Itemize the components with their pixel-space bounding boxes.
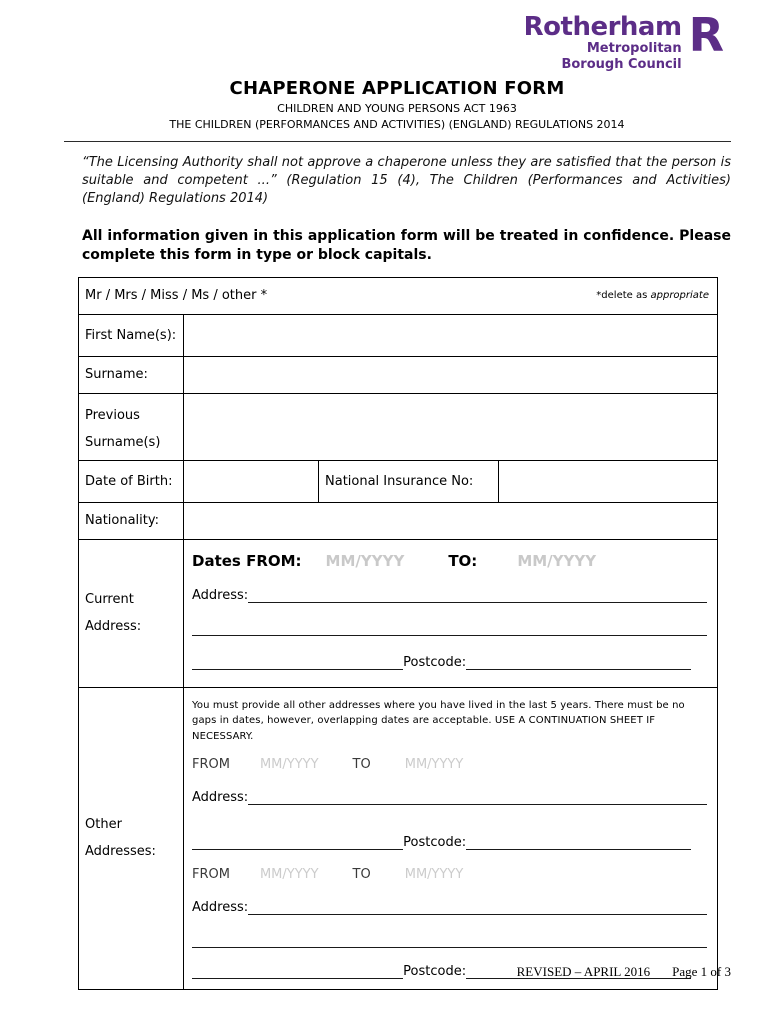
to-label: TO bbox=[352, 867, 371, 883]
divider bbox=[64, 141, 731, 142]
current-address-label-line1: Current bbox=[85, 592, 134, 608]
other-addresses-label bbox=[79, 687, 184, 990]
other-address-1-dates-row bbox=[192, 757, 707, 772]
rotherham-logo bbox=[523, 8, 724, 72]
date-to-placeholder[interactable]: MM/YYYY bbox=[517, 551, 597, 570]
form-row-nationality bbox=[79, 502, 718, 539]
other-address-1-postcode-row bbox=[192, 833, 707, 850]
other-address-2-line-2 bbox=[192, 931, 707, 948]
dates-from-label: Dates FROM: bbox=[192, 551, 302, 570]
address-write-line[interactable] bbox=[192, 655, 403, 670]
previous-surname-label-line1: Previous bbox=[85, 407, 140, 423]
date-to-placeholder[interactable]: MM/YYYY bbox=[404, 757, 464, 773]
other-address-2-dates-row bbox=[192, 867, 707, 882]
logo-subline-1: Metropolitan bbox=[586, 41, 682, 57]
date-from-placeholder[interactable]: MM/YYYY bbox=[259, 757, 319, 773]
nationality-field[interactable] bbox=[184, 502, 718, 539]
page-subtitle-2: THE CHILDREN (PERFORMANCES AND ACTIVITIES) (ENGLAND) REGULATIONS 2014 bbox=[169, 118, 625, 131]
postcode-label: Postcode: bbox=[403, 835, 467, 851]
title-options-label[interactable]: Mr / Mrs / Miss / Ms / other * bbox=[85, 288, 268, 304]
page-footer bbox=[517, 964, 731, 980]
note-prefix: *delete as bbox=[596, 290, 651, 302]
previous-surname-label bbox=[79, 393, 184, 460]
nationality-label: Nationality: bbox=[79, 502, 184, 539]
current-address-postcode-row bbox=[192, 653, 707, 670]
logo-name: Rotherham bbox=[523, 12, 682, 42]
first-name-label: First Name(s): bbox=[79, 314, 184, 356]
form-row-dob-ni bbox=[79, 460, 718, 502]
regulation-quote: “The Licensing Authority shall not approve a chaperone unless they are satisfied that the person is suitable and competent ...” (Regulation 15 (4), The Children (Performances and Activities) (England) Regulations 2014) bbox=[82, 155, 731, 206]
current-address-dates-row bbox=[192, 552, 707, 570]
other-addresses-label-line1: Other bbox=[85, 817, 122, 833]
ni-field[interactable] bbox=[499, 460, 718, 502]
dates-to-label: TO: bbox=[448, 551, 478, 570]
dob-field[interactable] bbox=[184, 460, 319, 502]
form-row-title bbox=[79, 277, 718, 314]
address-write-line[interactable] bbox=[248, 900, 707, 915]
form-row-other-addresses bbox=[79, 687, 718, 990]
form-row-first-name bbox=[79, 314, 718, 356]
form-row-current-address bbox=[79, 539, 718, 687]
address-write-line[interactable] bbox=[248, 588, 707, 603]
current-address-line-1 bbox=[192, 586, 707, 603]
form-row-surname bbox=[79, 356, 718, 393]
form-row-previous-surname bbox=[79, 393, 718, 460]
other-addresses-label-line2: Addresses: bbox=[85, 844, 156, 860]
other-address-1-line bbox=[192, 788, 707, 805]
address-write-line[interactable] bbox=[192, 933, 707, 948]
address-write-line[interactable] bbox=[192, 964, 403, 979]
note-word: appropriate bbox=[650, 290, 709, 302]
address-write-line[interactable] bbox=[192, 621, 707, 636]
page-title: CHAPERONE APPLICATION FORM bbox=[229, 78, 565, 99]
current-address-label-line2: Address: bbox=[85, 619, 142, 635]
date-to-placeholder[interactable]: MM/YYYY bbox=[404, 867, 464, 883]
to-label: TO bbox=[352, 757, 371, 773]
address-write-line[interactable] bbox=[248, 790, 707, 805]
rotherham-logo-text bbox=[524, 14, 682, 72]
surname-field[interactable] bbox=[184, 356, 718, 393]
postcode-label: Postcode: bbox=[403, 964, 467, 980]
surname-label: Surname: bbox=[79, 356, 184, 393]
confidence-notice: All information given in this application form will be treated in confidence. Please complete this form in type or block capitals. bbox=[82, 227, 731, 263]
page-subtitle-1: CHILDREN AND YOUNG PERSONS ACT 1963 bbox=[277, 102, 517, 115]
page-number: Page 1 of 3 bbox=[672, 964, 731, 979]
other-addresses-field bbox=[184, 687, 718, 990]
from-label: FROM bbox=[192, 757, 230, 773]
application-form-table bbox=[78, 277, 718, 991]
ni-label: National Insurance No: bbox=[319, 460, 499, 502]
current-address-line-2 bbox=[192, 619, 707, 636]
postcode-write-line[interactable] bbox=[466, 655, 691, 670]
address-label: Address: bbox=[192, 587, 249, 603]
date-from-placeholder[interactable]: MM/YYYY bbox=[259, 867, 319, 883]
dob-label: Date of Birth: bbox=[79, 460, 184, 502]
first-name-field[interactable] bbox=[184, 314, 718, 356]
current-address-label bbox=[79, 539, 184, 687]
date-from-placeholder[interactable]: MM/YYYY bbox=[325, 551, 405, 570]
previous-surname-field[interactable] bbox=[184, 393, 718, 460]
postcode-label: Postcode: bbox=[403, 654, 467, 670]
logo-subline-2: Borough Council bbox=[561, 56, 682, 72]
other-addresses-instructions: You must provide all other addresses where you have lived in the last 5 years. There must be no gaps in dates, however, overlapping dates are acceptable. USE A CONTINUATION SHEET IF NECESSARY. bbox=[192, 699, 685, 742]
delete-as-appropriate-note bbox=[596, 290, 709, 301]
previous-surname-label-line2: Surname(s) bbox=[85, 434, 161, 450]
from-label: FROM bbox=[192, 867, 230, 883]
rotherham-r-icon: R bbox=[688, 8, 724, 62]
current-address-field bbox=[184, 539, 718, 687]
address-write-line[interactable] bbox=[192, 835, 403, 850]
address-label: Address: bbox=[192, 900, 249, 916]
address-label: Address: bbox=[192, 790, 249, 806]
revised-date: REVISED – APRIL 2016 bbox=[516, 964, 651, 979]
postcode-write-line[interactable] bbox=[466, 835, 691, 850]
other-address-2-line bbox=[192, 898, 707, 915]
